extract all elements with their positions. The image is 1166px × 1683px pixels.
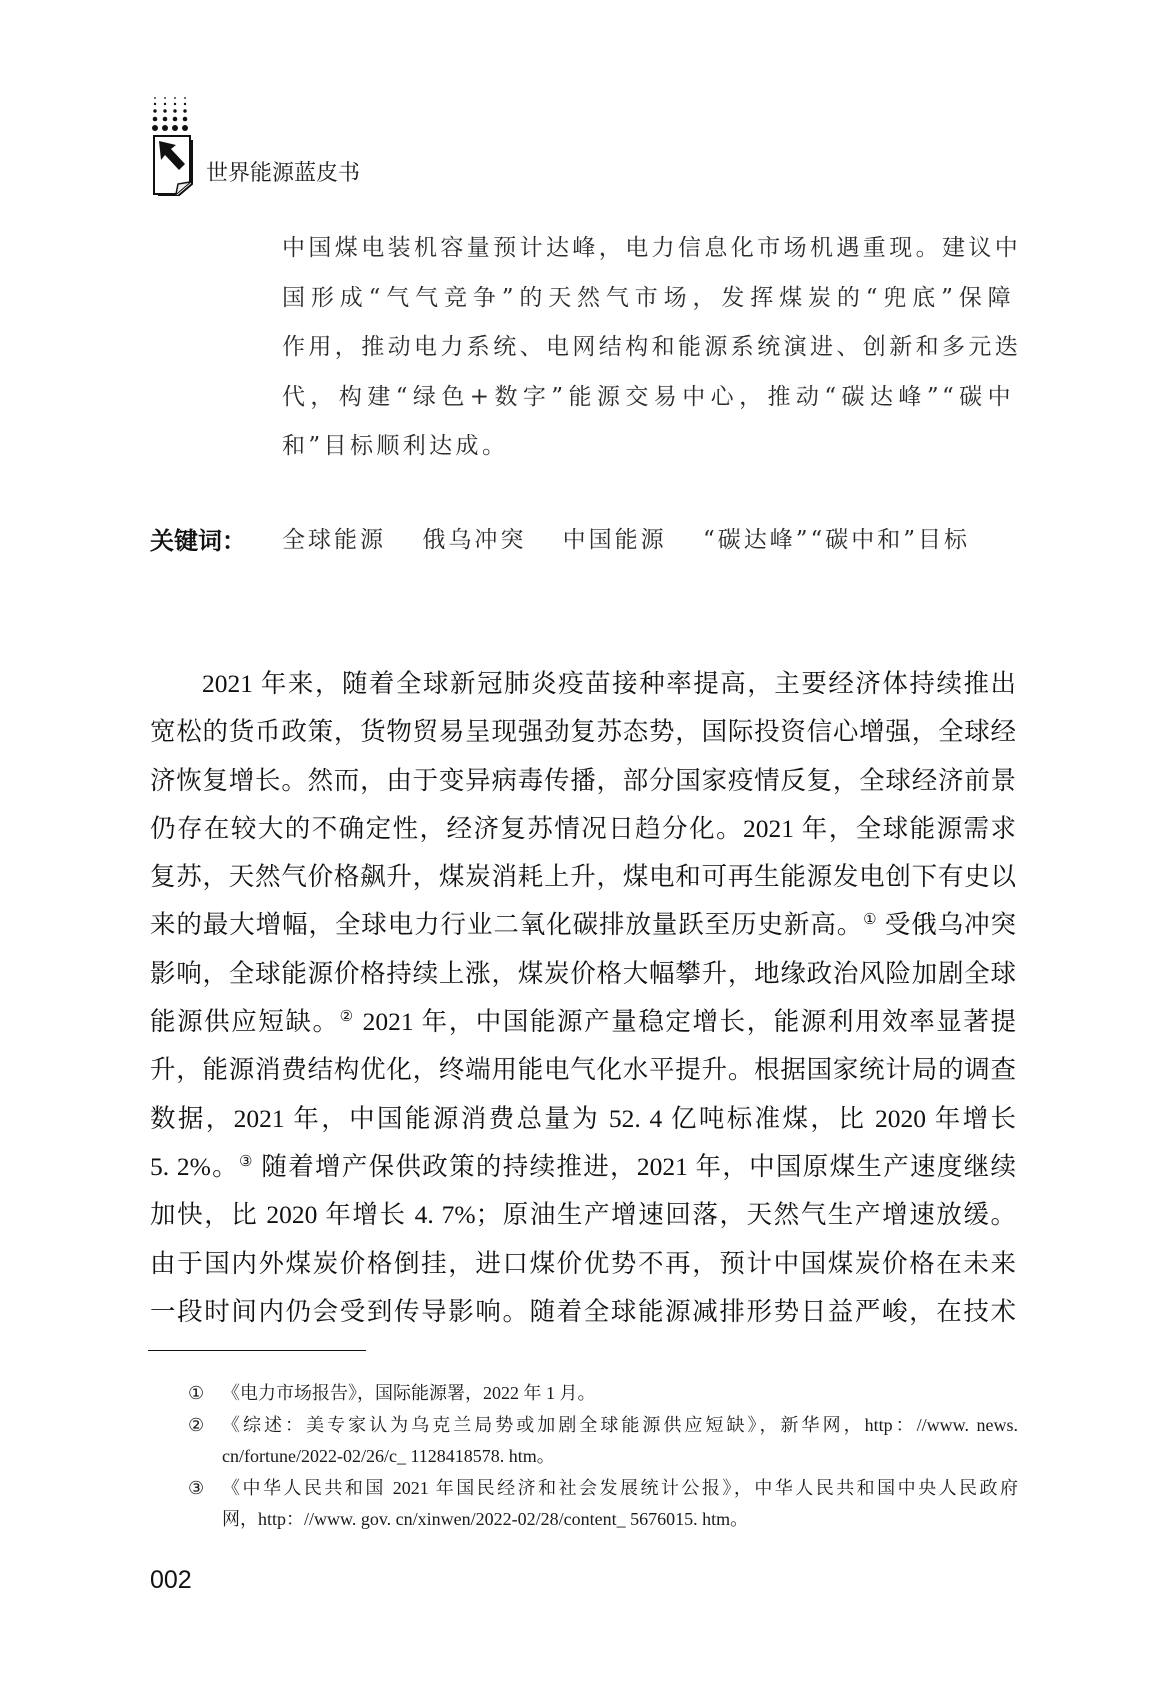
body-line: 影响，全球能源价格持续上涨，煤炭价格大幅攀升，地缘政治风险加剧全球 xyxy=(150,958,1016,988)
abstract-line: 和”目标顺利达成。 xyxy=(282,433,509,459)
body-line: 2021 年来，随着全球新冠肺炎疫苗接种率提高，主要经济体持续推出 xyxy=(202,669,1016,698)
footnote-link[interactable]: 网，http：//www. gov. cn/xinwen/2022-02/28/content_ 5676015. htm。 xyxy=(222,1509,749,1530)
footnote-ref[interactable]: ② xyxy=(339,1009,355,1026)
page-number: 002 xyxy=(150,1566,192,1594)
keywords-label: 关键词： xyxy=(150,527,246,555)
body-line: 5. 2%。③ 随着增产保供政策的持续推进，2021 年，中国原煤生产速度继续 xyxy=(150,1151,1016,1181)
keywords-list xyxy=(282,521,996,554)
footnote-link[interactable]: cn/fortune/2022-02/26/c_ 1128418578. htm。 xyxy=(222,1446,555,1467)
footnote-text: 《综述：美专家认为乌克兰局势或加剧全球能源供应短缺》，新华网，http：//www. news. xyxy=(222,1414,1018,1435)
body-line: 由于国内外煤炭价格倒挂，进口煤价优势不再，预计中国煤炭价格在未来 xyxy=(150,1248,1016,1278)
footnote-number: ② xyxy=(188,1414,205,1435)
footnote-text: 《中华人民共和国 2021 年国民经济和社会发展统计公报》，中华人民共和国中央人民政府 xyxy=(222,1477,1018,1498)
body-line: 数据，2021 年，中国能源消费总量为 52. 4 亿吨标准煤，比 2020 年增长 xyxy=(150,1103,1016,1133)
footnotes xyxy=(188,1378,1018,1536)
keyword: 中国能源 xyxy=(562,527,667,553)
keyword: 俄乌冲突 xyxy=(422,527,527,553)
body-paragraph xyxy=(150,660,1016,1336)
footnote-1 xyxy=(188,1378,1018,1410)
body-line: 济恢复增长。然而，由于变异病毒传播，部分国家疫情反复，全球经济前景 xyxy=(150,765,1016,795)
abstract-block xyxy=(282,224,1022,472)
footnote-ref[interactable]: ① xyxy=(863,912,878,929)
footnote-2 xyxy=(188,1410,1018,1473)
abstract-line: 国形成“气气竞争”的天然气市场，发挥煤炭的“兜底”保障 xyxy=(282,284,1014,311)
body-line: 宽松的货币政策，货物贸易呈现强劲复苏态势，国际投资信心增强，全球经 xyxy=(150,717,1016,747)
body-line: 复苏，天然气价格飙升，煤炭消耗上升，煤电和可再生能源发电创下有史以 xyxy=(150,862,1016,892)
body-line: 仍存在较大的不确定性，经济复苏情况日趋分化。2021 年，全球能源需求 xyxy=(150,813,1016,843)
series-title: 世界能源蓝皮书 xyxy=(206,161,361,186)
abstract-line: 作用，推动电力系统、电网结构和能源系统演进、创新和多元迭 xyxy=(282,334,1022,360)
body-line: 来的最大增幅，全球电力行业二氧化碳排放量跃至历史新高。① 受俄乌冲突 xyxy=(150,910,1016,940)
footnote-number: ③ xyxy=(188,1477,205,1498)
abstract-line: 代，构建“绿色+数字”能源交易中心，推动“碳达峰”“碳中 xyxy=(282,383,1014,410)
keyword: 全球能源 xyxy=(282,527,386,553)
document-arrow-icon xyxy=(150,134,194,196)
footnote-3 xyxy=(188,1473,1018,1536)
abstract-line: 中国煤电装机容量预计达峰，电力信息化市场机遇重现。建议中 xyxy=(282,235,1022,261)
footnote-divider xyxy=(148,1350,366,1351)
body-line: 能源供应短缺。② 2021 年，中国能源产量稳定增长，能源利用效率显著提 xyxy=(150,1007,1016,1037)
footnote-ref[interactable]: ③ xyxy=(238,1153,254,1170)
dot-grid-icon xyxy=(152,96,188,132)
body-line: 一段时间内仍会受到传导影响。随着全球能源减排形势日益严峻，在技术 xyxy=(150,1296,1016,1326)
footnote-number: ① xyxy=(188,1383,205,1403)
footnote-text: 《电力市场报告》，国际能源署，2022 年 1 月。 xyxy=(222,1383,596,1403)
body-line: 升，能源消费结构优化，终端用能电气化水平提升。根据国家统计局的调查 xyxy=(150,1055,1016,1085)
keyword: “碳达峰”“碳中和”目标 xyxy=(702,527,970,553)
body-line: 加快，比 2020 年增长 4. 7%；原油生产增速回落，天然气生产增速放缓。 xyxy=(150,1200,1016,1230)
